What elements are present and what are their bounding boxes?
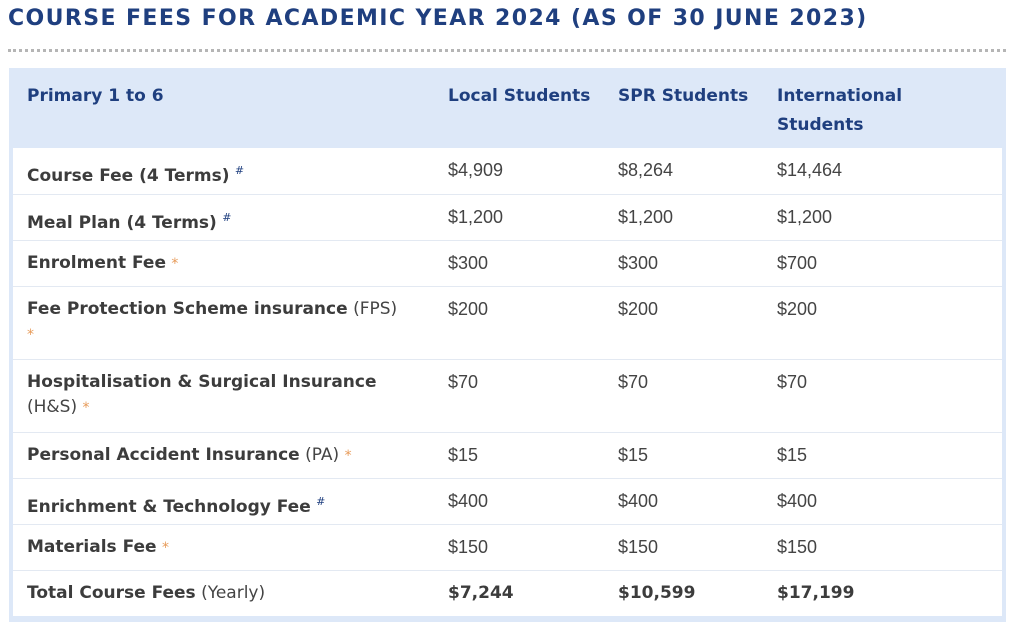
spr-fee-cell: $200 <box>618 298 659 319</box>
local-fee-cell: $400 <box>448 490 489 511</box>
asterisk-footnote-mark: * <box>82 399 90 416</box>
spr-fee-cell: $15 <box>618 444 649 465</box>
fee-label: Hospitalisation & Surgical Insurance <box>27 371 377 392</box>
intl-fee-cell: $1,200 <box>777 206 833 227</box>
table-row <box>13 286 1002 359</box>
fee-label-suffix: (PA) <box>305 444 340 465</box>
asterisk-footnote-mark: * <box>27 326 34 343</box>
local-fee-cell: $200 <box>448 298 489 319</box>
row-label <box>13 478 434 524</box>
table-row <box>13 194 1002 240</box>
intl-fee-cell: $15 <box>777 444 808 465</box>
table-total-row <box>13 570 1002 616</box>
fees-table <box>13 68 1002 616</box>
intl-fee-cell: $200 <box>777 298 818 319</box>
fee-label-suffix: (FPS) <box>353 298 398 319</box>
local-fee-cell: $1,200 <box>448 206 504 227</box>
local-fee-cell: $150 <box>448 536 489 557</box>
hash-footnote-mark: # <box>316 494 326 508</box>
fee-label: Fee Protection Scheme insurance <box>27 298 348 319</box>
spr-fee-cell: $300 <box>618 252 659 273</box>
asterisk-footnote-mark: * <box>344 447 352 464</box>
total-label-suffix: (Yearly) <box>201 582 266 603</box>
header-local-students: Local Students <box>448 86 591 106</box>
local-fee-cell: $300 <box>448 252 489 273</box>
table-row <box>13 240 1002 286</box>
table-row <box>13 524 1002 570</box>
table-row <box>13 478 1002 524</box>
table-row <box>13 432 1002 478</box>
total-label: Total Course Fees <box>27 582 196 603</box>
fee-label: Personal Accident Insurance <box>27 444 300 465</box>
fee-label: Materials Fee <box>27 536 157 557</box>
header-spr-students: SPR Students <box>618 86 749 106</box>
row-label <box>13 148 434 194</box>
dotted-divider <box>8 49 1006 52</box>
intl-fee-cell: $150 <box>777 536 818 557</box>
hash-footnote-mark: # <box>234 164 245 177</box>
header-international-students: International Students <box>777 86 903 135</box>
asterisk-footnote-mark: * <box>161 539 169 556</box>
table-row <box>13 148 1002 194</box>
row-label <box>13 359 434 432</box>
fee-label: Course Fee (4 Terms) <box>27 166 230 186</box>
table-header-row <box>13 68 1002 148</box>
local-fee-cell: $15 <box>448 444 479 465</box>
spr-fee-cell: $400 <box>618 490 659 511</box>
fees-table-container <box>9 68 1006 622</box>
table-row <box>13 359 1002 432</box>
row-label <box>13 524 434 570</box>
row-label <box>13 194 434 240</box>
intl-fee-cell: $700 <box>777 252 818 273</box>
intl-fee-cell: $400 <box>777 490 818 511</box>
asterisk-footnote-mark: * <box>171 255 179 272</box>
local-fee-cell: $4,909 <box>448 160 504 180</box>
row-label <box>13 432 434 478</box>
page-title: COURSE FEES FOR ACADEMIC YEAR 2024 (AS OF 30 JUNE 2023) <box>8 6 868 31</box>
row-label <box>13 286 434 359</box>
fee-label: Enrolment Fee <box>27 252 166 273</box>
spr-fee-cell: $70 <box>618 371 649 392</box>
fee-label-suffix: (H&S) <box>27 396 78 417</box>
spr-total-cell: $10,599 <box>618 582 696 603</box>
spr-fee-cell: $1,200 <box>618 206 674 227</box>
intl-fee-cell: $14,464 <box>777 160 843 180</box>
intl-fee-cell: $70 <box>777 371 808 392</box>
header-level: Primary 1 to 6 <box>27 86 164 106</box>
spr-fee-cell: $8,264 <box>618 160 674 180</box>
local-total-cell: $7,244 <box>448 582 514 603</box>
row-label <box>13 570 434 616</box>
hash-footnote-mark: # <box>222 210 232 224</box>
row-label <box>13 240 434 286</box>
fee-label: Enrichment & Technology Fee <box>27 496 311 517</box>
local-fee-cell: $70 <box>448 371 479 392</box>
spr-fee-cell: $150 <box>618 536 659 557</box>
intl-total-cell: $17,199 <box>777 582 855 603</box>
fee-label: Meal Plan (4 Terms) <box>27 212 217 233</box>
